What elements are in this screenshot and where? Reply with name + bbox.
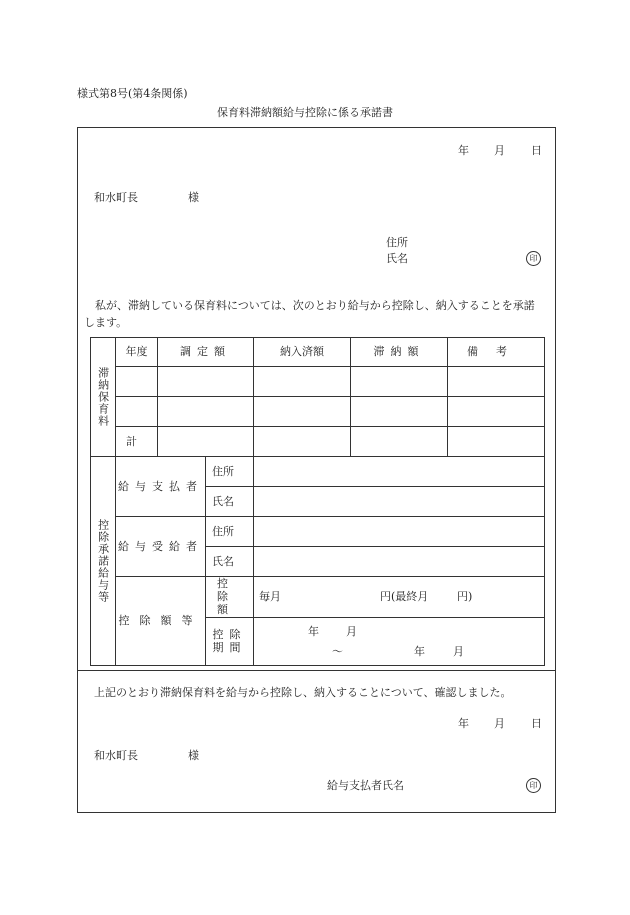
deduction-table	[90, 337, 545, 666]
payer-address-field[interactable]	[254, 457, 545, 487]
period-start-year: 年	[308, 625, 319, 639]
date-day: 日	[531, 144, 542, 157]
monthly-label: 毎月	[259, 589, 281, 603]
col-paid: 納入済額	[254, 338, 351, 367]
cell-assessed-total[interactable]	[158, 427, 254, 457]
applicant-address-label: 住所	[386, 236, 408, 249]
cell-paid-1[interactable]	[254, 367, 351, 397]
consent-statement: 私が、滞納している保育料については、次のとおり給与から控除し、納入することを承諾します。	[84, 299, 535, 329]
recipient-name-label: 氏名	[206, 547, 254, 577]
deduction-amount-label: 控除額	[206, 577, 254, 618]
cell-paid-total[interactable]	[254, 427, 351, 457]
period-end-year: 年	[414, 645, 425, 659]
cell-remarks-total[interactable]	[448, 427, 545, 457]
payer-name-field[interactable]	[254, 487, 545, 517]
form-title: 保育料滞納額給与控除に係る承諾書	[217, 106, 393, 119]
recipient-name-field[interactable]	[254, 547, 545, 577]
payer-label: 給与支払者	[116, 457, 206, 517]
applicant-seal-icon: 印	[526, 251, 541, 266]
cell-arrears-1[interactable]	[351, 367, 448, 397]
form-number: 様式第8号(第4条関係)	[77, 87, 188, 100]
confirm-date-day: 日	[531, 717, 542, 730]
deduction-amount-field[interactable]	[254, 577, 545, 618]
confirm-seal-icon: 印	[526, 778, 541, 793]
payer-name-signature-label: 給与支払者氏名	[327, 779, 404, 792]
yen-close-label: 円)	[457, 589, 473, 603]
cell-arrears-total[interactable]	[351, 427, 448, 457]
cell-arrears-2[interactable]	[351, 397, 448, 427]
cell-year-1[interactable]	[116, 367, 158, 397]
recipient-address-label: 住所	[206, 517, 254, 547]
confirm-date-month: 月	[494, 717, 505, 730]
cell-assessed-1[interactable]	[158, 367, 254, 397]
addressee-town: 和水町長	[94, 191, 138, 204]
date-year: 年	[458, 144, 469, 157]
cell-paid-2[interactable]	[254, 397, 351, 427]
confirm-honorific: 様	[188, 749, 199, 762]
confirm-text: 上記のとおり滞納保育料を給与から控除し、納入することについて、確認しました。	[94, 686, 512, 699]
addressee-honorific: 様	[188, 191, 199, 204]
period-start-month: 月	[346, 625, 357, 639]
col-arrears: 滞納額	[351, 338, 448, 367]
col-fiscal-year: 年度	[116, 338, 158, 367]
yen-last-label: 円(最終月	[380, 589, 429, 603]
recipient-label: 給与受給者	[116, 517, 206, 577]
confirm-town: 和水町長	[94, 749, 138, 762]
deduction-label: 控除額等	[116, 577, 206, 666]
confirm-date-year: 年	[458, 717, 469, 730]
cell-remarks-1[interactable]	[448, 367, 545, 397]
date-month: 月	[494, 144, 505, 157]
applicant-name-label: 氏名	[386, 252, 408, 265]
row-total-label: 計	[116, 427, 158, 457]
period-end-month: 月	[453, 645, 464, 659]
payer-name-label: 氏名	[206, 487, 254, 517]
deduction-period-label: 控除期間	[206, 617, 254, 665]
col-remarks: 備考	[448, 338, 545, 367]
payer-address-label: 住所	[206, 457, 254, 487]
cell-remarks-2[interactable]	[448, 397, 545, 427]
col-assessed: 調定額	[158, 338, 254, 367]
section-deduction: 控除承諾給与等	[91, 457, 116, 666]
period-tilde: ～	[332, 645, 343, 659]
section-arrears: 滞納保育料	[91, 338, 116, 457]
cell-assessed-2[interactable]	[158, 397, 254, 427]
cell-year-2[interactable]	[116, 397, 158, 427]
recipient-address-field[interactable]	[254, 517, 545, 547]
deduction-period-field[interactable]	[254, 617, 545, 665]
